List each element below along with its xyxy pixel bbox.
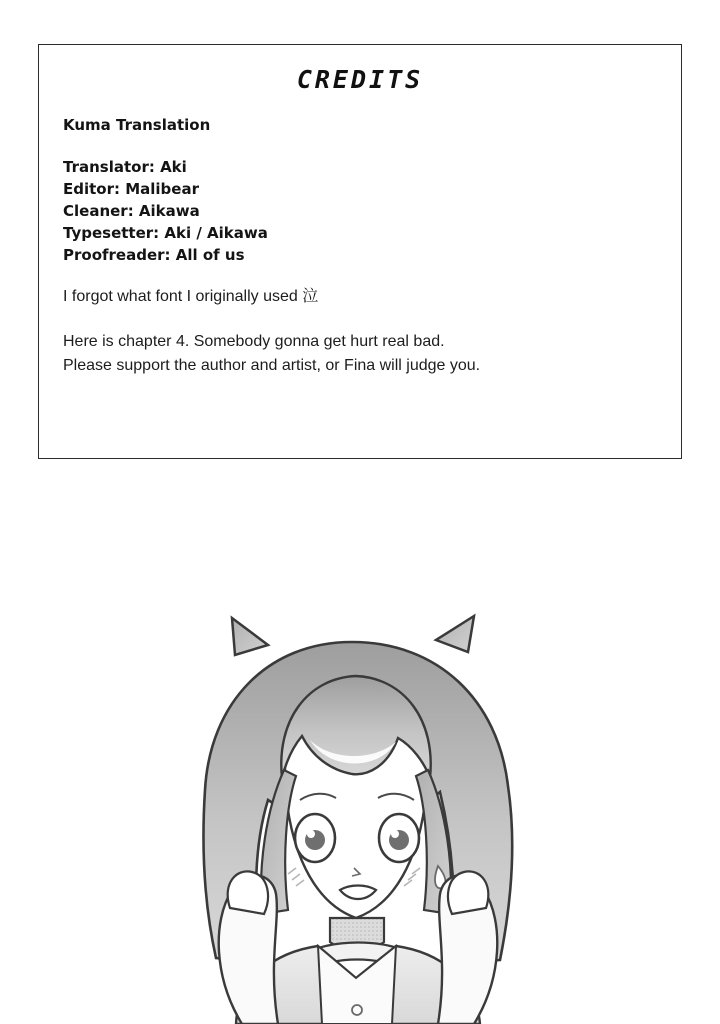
translation-group-name: Kuma Translation	[63, 116, 211, 134]
credits-role-list	[63, 156, 681, 266]
eye-highlight-right	[391, 830, 399, 838]
eye-highlight-left	[307, 830, 315, 838]
hand-left	[228, 871, 268, 914]
hand-right	[448, 871, 488, 914]
font-note: I forgot what font I originally used 泣	[63, 288, 319, 305]
credits-role-item: Typesetter: Aki / Aikawa	[63, 224, 268, 242]
hair-bow-right	[436, 616, 474, 652]
release-message-line: Here is chapter 4. Somebody gonna get hurt real bad.	[63, 333, 445, 350]
credits-panel	[38, 44, 682, 459]
credits-role-item: Translator: Aki	[63, 158, 187, 176]
manga-panel-artwork	[0, 470, 720, 1024]
release-message-line: Please support the author and artist, or Fina will judge you.	[63, 357, 481, 374]
credits-body	[39, 116, 681, 378]
blush-left	[288, 868, 304, 886]
credits-role-item: Editor: Malibear	[63, 180, 199, 198]
character-illustration	[0, 470, 720, 1024]
release-message	[63, 330, 681, 378]
credits-title: CREDITS	[296, 65, 424, 94]
credits-role-item: Cleaner: Aikawa	[63, 202, 200, 220]
hair-bow-left	[232, 618, 268, 655]
credits-role-item: Proofreader: All of us	[63, 246, 245, 264]
